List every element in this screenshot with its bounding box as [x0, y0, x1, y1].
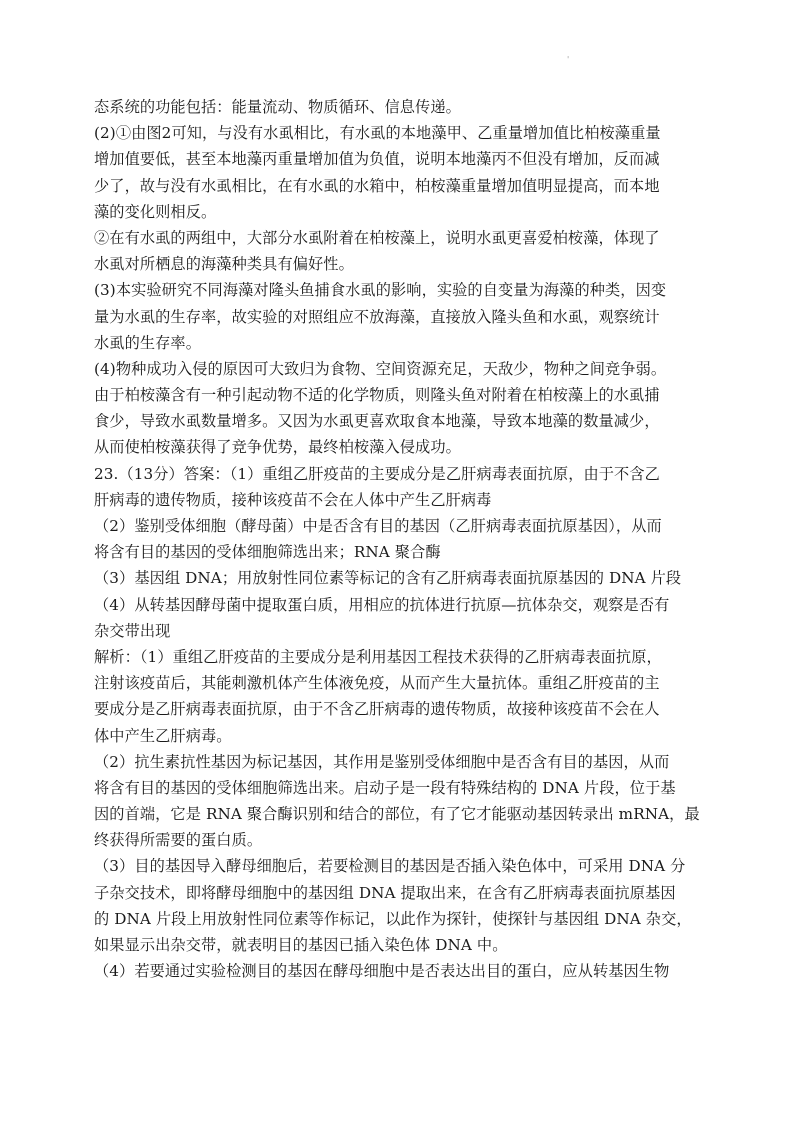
- text-line: 态系统的功能包括：能量流动、物质循环、信息传递。: [94, 98, 461, 116]
- text-line: 藻的变化则相反。: [94, 202, 217, 221]
- text-line: 由于柏桉藻含有一种引起动物不适的化学物质，则隆头鱼对附着在柏桉藻上的水虱捕: [94, 386, 660, 405]
- text-line: 肝病毒的遗传物质，接种该疫苗不会在人体中产生乙肝病毒: [94, 490, 492, 509]
- text-line: 增加值要低，甚至本地藻丙重量增加值为负值，说明本地藻丙不但没有增加，反而减: [94, 150, 660, 169]
- text-line: 水虱对所栖息的海藻种类具有偏好性。: [94, 255, 354, 274]
- text-line: 因的首端，它是 RNA 聚合酶识别和结合的部位，有了它才能驱动基因转录出 mRNA，最: [94, 805, 700, 824]
- text-line: 子杂交技术，即将酵母细胞中的基因组 DNA 提取出来，在含有乙肝病毒表面抗原基因: [94, 883, 676, 902]
- text-line: 食少，导致水虱数量增多。又因为水虱更喜欢取食本地藻，导致本地藻的数量减少，: [94, 412, 660, 431]
- text-line: 水虱的生存率。: [94, 333, 202, 352]
- text-line: 少了，故与没有水虱相比，在有水虱的水箱中，柏桉藻重量增加值明显提高，而本地: [94, 176, 660, 195]
- text-line: 的 DNA 片段上用放射性同位素等作标记，以此作为探针，使探针与基因组 DNA 杂交，: [94, 909, 692, 928]
- text-line: 注射该疫苗后，其能刺激机体产生体液免疫，从而产生大量抗体。重组乙肝疫苗的主: [94, 674, 660, 693]
- text-line: 量为水虱的生存率，故实验的对照组应不放海藻，直接放入隆头鱼和水虱，观察统计: [94, 307, 660, 326]
- text-line: 从而使柏桉藻获得了竞争优势，最终柏桉藻入侵成功。: [94, 438, 461, 457]
- text-line: 体中产生乙肝病毒。: [94, 726, 232, 745]
- text-line: 将含有目的基因的受体细胞筛选出来；RNA 聚合酶: [94, 543, 441, 562]
- text-line: 如果显示出杂交带，就表明目的基因已插入染色体 DNA 中。: [94, 936, 508, 954]
- corner-mark: ': [567, 55, 570, 64]
- text-line: (2)①由图2可知，与没有水虱相比，有水虱的本地藻甲、乙重量增加值比柏桉藻重量: [94, 124, 661, 143]
- text-line: （3）基因组 DNA；用放射性同位素等标记的含有乙肝病毒表面抗原基因的 DNA 片段: [94, 569, 682, 588]
- text-line: （2）抗生素抗性基因为标记基因，其作用是鉴别受体细胞中是否含有目的基因，从而: [94, 752, 670, 771]
- text-line: 23.（13分）答案：（1）重组乙肝疫苗的主要成分是乙肝病毒表面抗原，由于不含乙: [94, 464, 660, 483]
- text-line: （3）目的基因导入酵母细胞后，若要检测目的基因是否插入染色体中，可采用 DNA 分: [94, 857, 686, 876]
- text-line: ②在有水虱的两组中，大部分水虱附着在柏桉藻上，说明水虱更喜爱柏桉藻，体现了: [94, 228, 660, 247]
- text-line: （2）鉴别受体细胞（酵母菌）中是否含有目的基因（乙肝病毒表面抗原基因），从而: [94, 517, 662, 535]
- text-line: （4）若要通过实验检测目的基因在酵母细胞中是否表达出目的蛋白，应从转基因生物: [94, 962, 670, 981]
- text-line: 解析：（1）重组乙肝疫苗的主要成分是利用基因工程技术获得的乙肝病毒表面抗原，: [94, 647, 662, 666]
- text-line: （4）从转基因酵母菌中提取蛋白质，用相应的抗体进行抗原—抗体杂交，观察是否有: [94, 595, 670, 614]
- text-line: (4)物种成功入侵的原因可大致归为食物、空间资源充足，天敌少，物种之间竞争弱。: [94, 359, 667, 378]
- text-line: 将含有目的基因的受体细胞筛选出来。启动子是一段有特殊结构的 DNA 片段，位于基: [94, 778, 676, 797]
- text-line: 终获得所需要的蛋白质。: [94, 831, 263, 850]
- text-line: 杂交带出现: [94, 621, 171, 640]
- answer-text-body: [94, 94, 710, 984]
- text-line: 要成分是乙肝病毒表面抗原，由于不含乙肝病毒的遗传物质，故接种该疫苗不会在人: [94, 700, 660, 719]
- text-line: (3)本实验研究不同海藻对隆头鱼捕食水虱的影响，实验的自变量为海藻的种类，因变: [94, 281, 667, 300]
